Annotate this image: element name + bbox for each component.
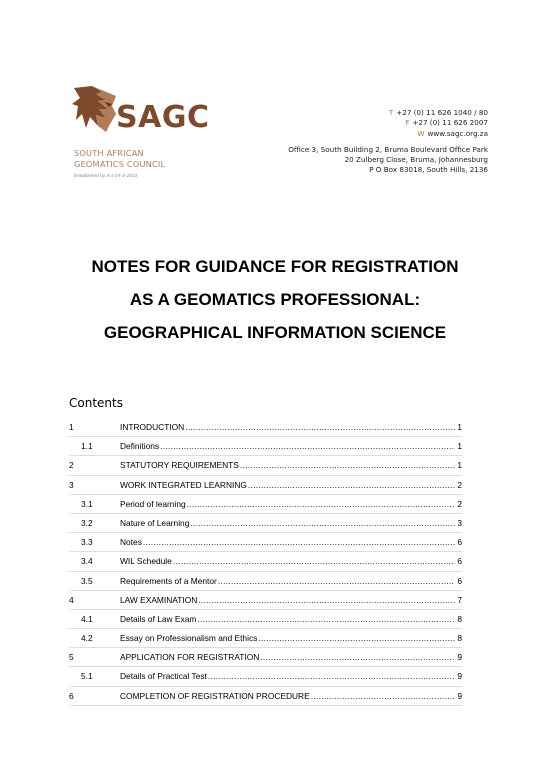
toc-entry-number: 5.1 — [81, 671, 93, 682]
contact-block — [288, 108, 488, 176]
toc-entry-label: WORK INTEGRATED LEARNING — [120, 476, 248, 494]
toc-entry-page: 7 — [457, 594, 462, 605]
toc-entry[interactable] — [69, 667, 462, 686]
toc-dot-leader — [208, 667, 455, 685]
toc-entry[interactable] — [69, 456, 462, 475]
toc-entry-number: 3.4 — [81, 556, 93, 567]
toc-entry[interactable] — [69, 418, 462, 437]
toc-entry-number: 4 — [69, 594, 74, 605]
toc-dot-leader — [248, 476, 455, 494]
toc-entry-page: 6 — [457, 537, 462, 548]
web-address[interactable]: www.sagc.org.za — [427, 128, 488, 138]
toc-dot-leader — [190, 514, 455, 532]
toc-entry-label: Details of Law Exam — [120, 610, 197, 628]
toc-entry-number: 4.2 — [81, 633, 93, 644]
toc-entry-label: STATUTORY REQUIREMENTS — [120, 456, 240, 474]
toc-entry-page: 8 — [457, 613, 462, 624]
contact-tel — [288, 108, 488, 118]
toc-entry-page: 6 — [457, 575, 462, 586]
toc-dot-leader — [185, 418, 455, 436]
toc-entry[interactable] — [69, 437, 462, 456]
toc-entry-label: Notes — [120, 533, 143, 551]
toc-entry-label: Period of learning — [120, 495, 187, 513]
toc-entry-label: Nature of Learning — [120, 514, 190, 532]
contents-heading: Contents — [69, 396, 123, 410]
address-line-2: 20 Zulberg Close, Bruma, Johannesburg — [344, 155, 488, 165]
toc-entry-label: Definitions — [120, 437, 160, 455]
toc-entry-page: 1 — [457, 460, 462, 471]
toc-entry[interactable] — [69, 648, 462, 667]
contact-fax — [288, 118, 488, 128]
toc-dot-leader — [260, 648, 455, 666]
toc-entry-number: 1 — [69, 422, 74, 432]
toc-entry-label: WIL Schedule — [120, 552, 173, 570]
toc-entry[interactable] — [69, 495, 462, 514]
toc-entry-number: 2 — [69, 460, 74, 471]
toc-dot-leader — [240, 456, 456, 474]
toc-dot-leader — [218, 572, 456, 590]
toc-entry[interactable] — [69, 572, 462, 591]
title-line-3: GEOGRAPHICAL INFORMATION SCIENCE — [103, 323, 447, 342]
toc-entry-number: 3.2 — [81, 517, 93, 528]
toc-entry-page: 8 — [457, 633, 462, 644]
toc-entry-page: 9 — [457, 671, 462, 682]
title-line-2: AS A GEOMATICS PROFESSIONAL: — [129, 290, 421, 309]
toc-entry-number: 5 — [69, 652, 74, 663]
toc-entry-page: 2 — [457, 479, 462, 490]
toc-dot-leader — [143, 533, 455, 551]
toc-entry-label: LAW EXAMINATION — [120, 591, 198, 609]
toc-entry-number: 6 — [69, 690, 74, 701]
title-line-1: NOTES FOR GUIDANCE FOR REGISTRATION — [91, 257, 459, 276]
toc-entry[interactable] — [69, 610, 462, 629]
address-line-1: Office 3, South Building 2, Bruma Boulevard Office Park — [288, 144, 488, 154]
logo-wordmark: SAGC — [116, 100, 210, 135]
table-of-contents — [69, 418, 462, 706]
lion-head-icon — [72, 84, 118, 134]
logo-full-name — [74, 148, 165, 170]
toc-entry[interactable] — [69, 629, 462, 648]
logo-full-name-line1: SOUTH AFRICAN — [74, 148, 144, 158]
tel-number: +27 (0) 11 626 1040 / 80 — [396, 108, 488, 117]
toc-dot-leader — [198, 591, 455, 609]
toc-dot-leader — [311, 687, 456, 705]
toc-entry-label: INTRODUCTION — [120, 418, 185, 436]
toc-entry-number: 3.5 — [81, 575, 93, 586]
toc-dot-leader — [187, 495, 456, 513]
toc-entry[interactable] — [69, 533, 462, 552]
toc-entry-page: 9 — [457, 652, 462, 663]
toc-entry[interactable] — [69, 591, 462, 610]
toc-entry-number: 3 — [69, 479, 74, 490]
toc-dot-leader — [197, 610, 455, 628]
toc-entry-label: APPLICATION FOR REGISTRATION — [120, 648, 260, 666]
toc-entry-label: Details of Practical Test — [120, 667, 208, 685]
toc-entry-page: 1 — [457, 441, 462, 452]
toc-entry-number: 4.1 — [81, 613, 93, 624]
document-title — [0, 250, 550, 349]
toc-entry[interactable] — [69, 552, 462, 571]
tel-key: T — [388, 108, 394, 117]
toc-entry-page: 9 — [457, 690, 462, 701]
toc-entry-number: 3.3 — [81, 537, 93, 548]
logo-full-name-line2: GEOMATICS COUNCIL — [74, 159, 166, 169]
toc-entry-page: 3 — [457, 517, 462, 528]
address-line-3: P O Box 83018, South Hills, 2136 — [369, 165, 488, 175]
toc-entry-number: 3.1 — [81, 498, 93, 509]
web-key: W — [417, 128, 425, 138]
fax-key: F — [405, 118, 410, 128]
logo-established: Established by Act 19 of 2013 — [74, 174, 138, 179]
toc-entry-label: Requirements of a Mentor — [120, 572, 218, 590]
toc-entry-page: 2 — [457, 498, 462, 509]
toc-dot-leader — [258, 629, 455, 647]
toc-entry[interactable] — [69, 514, 462, 533]
toc-entry[interactable] — [69, 476, 462, 495]
toc-entry-label: Essay on Professionalism and Ethics — [120, 629, 258, 647]
toc-entry-page: 6 — [457, 556, 462, 567]
toc-entry-label: COMPLETION OF REGISTRATION PROCEDURE — [120, 687, 311, 705]
sagc-logo — [72, 84, 222, 184]
fax-number: +27 (0) 11 626 2007 — [412, 118, 488, 128]
contact-web — [288, 129, 488, 139]
toc-dot-leader — [160, 437, 455, 455]
toc-entry-number: 1.1 — [81, 441, 93, 452]
toc-dot-leader — [173, 552, 456, 570]
toc-entry[interactable] — [69, 687, 462, 706]
toc-entry-page: 1 — [457, 422, 462, 432]
